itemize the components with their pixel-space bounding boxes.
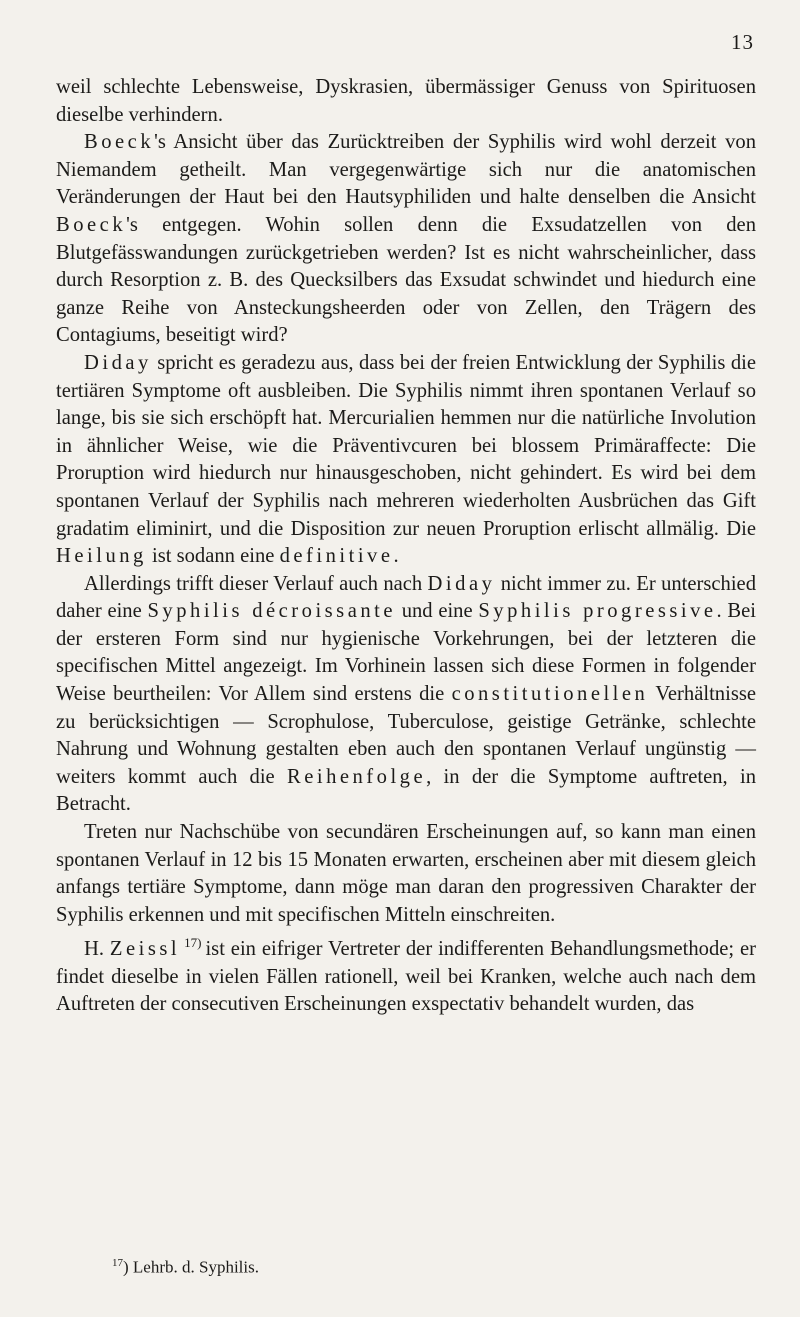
body-text — [56, 74, 756, 1019]
page-number: 13 — [731, 30, 754, 54]
text-run: Treten nur Nachschübe von secundären Erscheinungen auf, so kann man einen spontanen Verlauf in 12 bis 15 Monaten erwarten, erscheinen aber mit diesem gleich anfangs tertiäre Symptome, dann möge man daran den progressiven Charakter der Syphilis erkennen und mit specifischen Mitteln einschreiten. — [56, 821, 756, 926]
footnote-reference: 17) — [180, 935, 206, 951]
text-run: H. — [84, 938, 110, 961]
paragraph — [56, 350, 756, 571]
footnote-text: ) Lehrb. d. Syphilis. — [123, 1257, 259, 1277]
spaced-emphasis: Zeissl — [109, 938, 181, 961]
spaced-emphasis: Syphilis progressive — [478, 600, 717, 623]
paragraph — [56, 129, 756, 350]
spaced-emphasis: constitutionellen — [451, 683, 649, 706]
spaced-emphasis: Heilung — [56, 545, 147, 568]
spaced-emphasis: Reihenfolge — [286, 765, 427, 788]
text-run: ist sodann eine — [146, 545, 280, 568]
paragraph — [56, 74, 756, 129]
spaced-emphasis: Boeck — [84, 131, 155, 154]
text-run: und eine — [396, 600, 479, 623]
text-run: 's entgegen. Wohin sollen denn die Exsudatzellen von den Blutgefässwandungen zurückgetrieben werden? Ist es nicht wahrscheinlicher, dass durch Resorption z. B. des Quecksilbers das Exsudat schwindet und hiedurch eine ganze Reihe von Ansteckungsheerden oder von Zellen, den Trägern des Contagiums, beseitigt wird? — [56, 213, 756, 347]
spaced-emphasis: definitive — [279, 545, 394, 568]
text-run: ist ein eifriger Vertreter der indifferenten Behandlungsmethode; er findet dieselbe in vielen Fällen rationell, weil bei Kranken, welche auch nach dem Auftreten der consecutiven Erscheinungen exspectativ behandelt wurden, das — [56, 938, 757, 1016]
text-run: spricht es geradezu aus, dass bei der freien Entwicklung der Syphilis die tertiären Symptome oft ausbleiben. Die Syphilis nimmt ihren spontanen Verlauf so lange, bis sie sich erschöpft hat. Mercurialien hemmen nur die natürliche Involution in ähnlicher Weise, wie die Präventivcuren bei blossem Primäraffecte: Die Proruption wird hiedurch nur hinausgeschoben, nicht gehindert. Es wird bei dem spontanen Verlauf der Syphilis nach mehreren wiederholten Ausbrüchen das Gift gradatim eliminirt, und die Disposition zur neuen Proruption erlischt allmälig. Die — [56, 351, 756, 540]
paragraph — [56, 571, 756, 819]
text-run: weil schlechte Lebensweise, Dyskrasien, übermässiger Genuss von Spirituosen dieselbe verhindern. — [56, 76, 756, 126]
footnote-marker: 17 — [112, 1257, 123, 1269]
text-run: 's Ansicht über das Zurücktreiben der Syphilis wird wohl derzeit von Niemandem getheilt. Man vergegenwärtige sich nur die anatomischen Veränderungen der Haut bei den Hautsyphiliden und halte denselben die Ansicht — [56, 131, 756, 209]
text-run: nicht immer zu. Er unterschied daher eine — [56, 572, 756, 623]
paragraph — [56, 819, 756, 929]
text-run: . Bei der ersteren Form sind nur hygienische Vorkehrungen, bei der letzteren die specifischen Mittel angezeigt. Im Vorhinein lassen sich diese Formen in folgender Weise beurtheilen: Vor Allem sind erstens die — [56, 600, 756, 706]
spaced-emphasis: Boeck — [56, 213, 127, 236]
paragraph — [56, 929, 756, 1019]
spaced-emphasis: Syphilis décroissante — [147, 600, 396, 623]
text-run: Verhältnisse zu berücksichtigen — Scrophulose, Tuberculose, geistige Getränke, schlechte Nahrung und Wohnung gestalten eben auch den spontanen Verlauf ungünstig — weiters kommt auch die — [56, 683, 756, 788]
text-run: , in der die Symptome auftreten, in Betracht. — [56, 765, 756, 816]
text-run: . — [393, 545, 399, 568]
text-run: Allerdings trifft dieser Verlauf auch nach — [84, 572, 428, 595]
footnote — [112, 1257, 259, 1278]
spaced-emphasis: Diday — [84, 351, 152, 374]
spaced-emphasis: Diday — [427, 572, 496, 595]
